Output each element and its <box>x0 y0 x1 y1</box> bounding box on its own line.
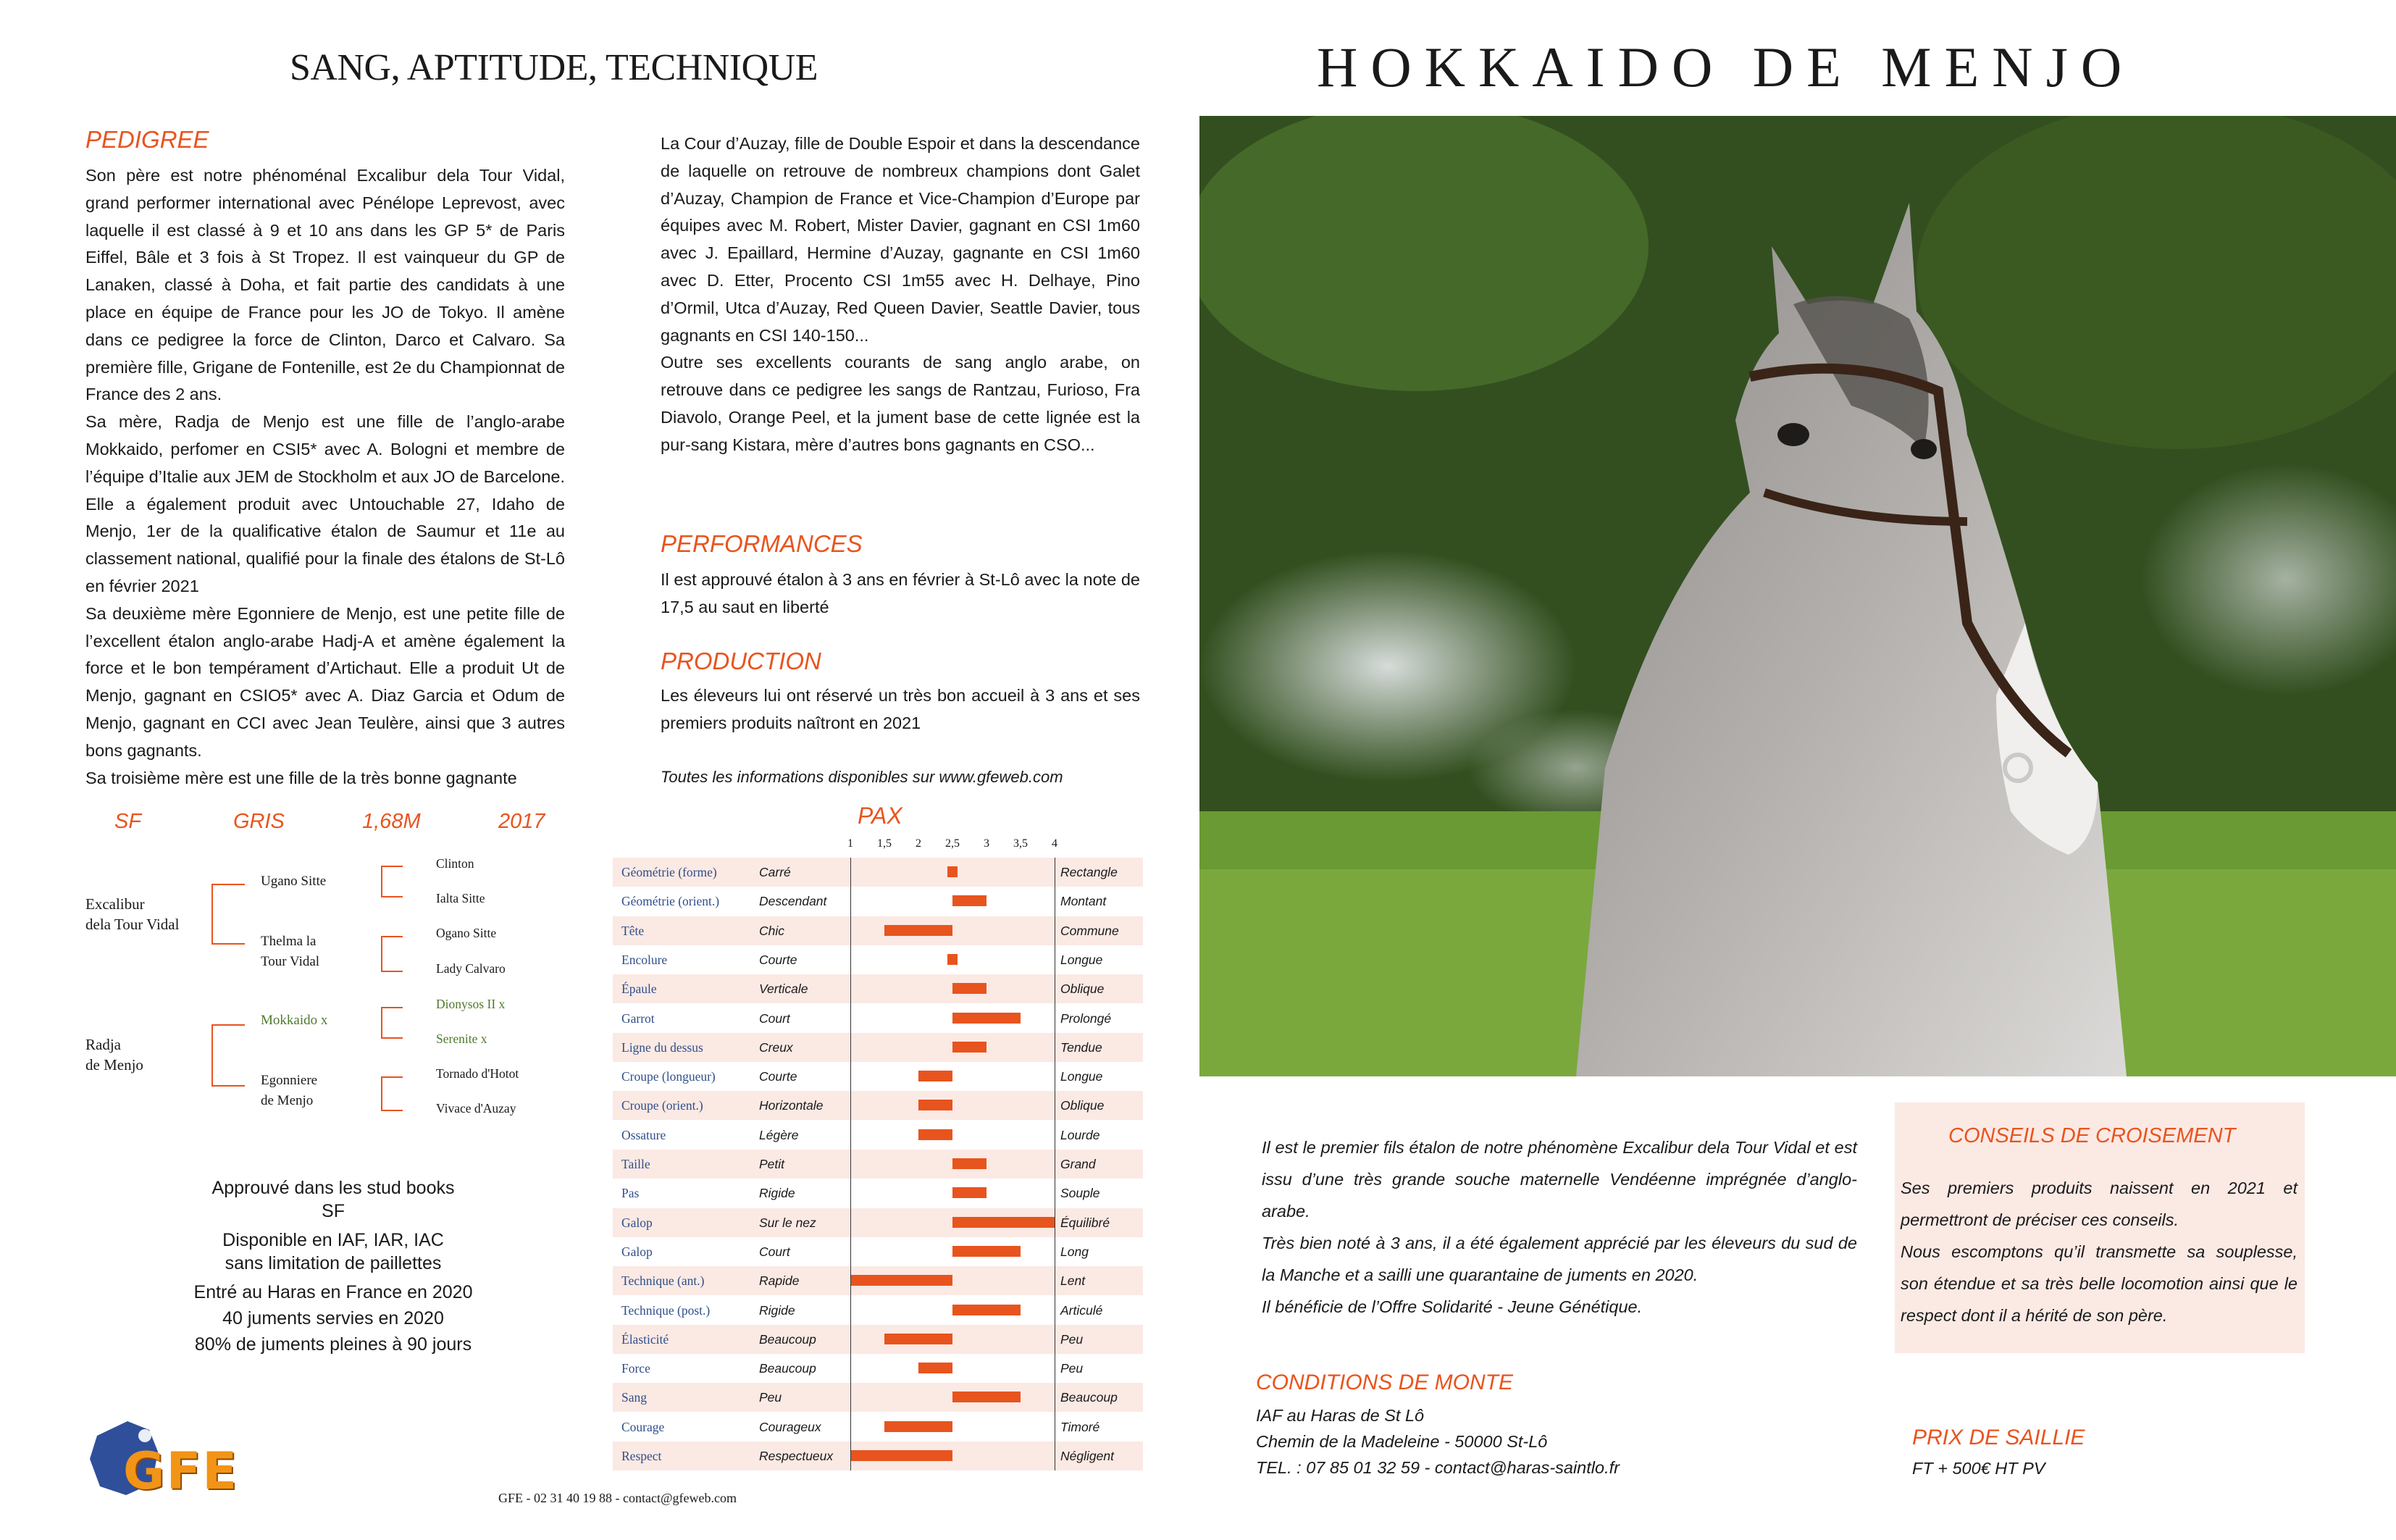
pax-right-label: Peu <box>1060 1331 1084 1347</box>
pedigree-continued-paragraph: Outre ses excellents courants de sang anglo arabe, on retrouve dans ce pedigree les sangs de Rantzau, Furioso, Fra Diavolo, Orange Peel, et la jument base de cette lignée est la pur-sang Kistara, mère d’autres bons gagnants en CSO... <box>661 353 1140 454</box>
pax-tick-label: 3 <box>984 837 989 850</box>
pax-row <box>613 1266 1143 1295</box>
pax-right-label: Souple <box>1060 1186 1100 1201</box>
conseils-title: CONSEILS DE CROISEMENT <box>1948 1124 2236 1147</box>
pax-left-label: Petit <box>759 1157 785 1171</box>
pax-trait-name: Géométrie (orient.) <box>621 894 720 909</box>
pax-bar <box>952 1217 1055 1228</box>
pax-right-label: Grand <box>1060 1157 1096 1171</box>
pax-right-label: Équilibré <box>1060 1215 1110 1230</box>
pax-trait-name: Épaule <box>621 982 657 997</box>
pedigree-g3: Ogano Sitte <box>436 926 497 940</box>
description-paragraph: Très bien noté à 3 ans, il a été également apprécié par les éleveurs du sud de la Manche et a sailli une quarantaine de juments en 2020. <box>1262 1234 1857 1284</box>
pax-row <box>613 887 1143 916</box>
bracket-g3-3 <box>381 1007 403 1039</box>
stud-line: SF <box>322 1201 345 1221</box>
pax-left-label: Chic <box>759 923 785 938</box>
pax-right-label: Longue <box>1060 952 1103 967</box>
trait-year: 2017 <box>498 810 545 833</box>
pax-row <box>613 1004 1143 1033</box>
bracket-sire <box>211 884 245 945</box>
pax-left-label: Sur le nez <box>759 1215 816 1230</box>
pax-right-label: Lent <box>1060 1273 1086 1289</box>
performances-text: Il est approuvé étalon à 3 ans en février à St-Lô avec la note de 17,5 au saut en liberté <box>661 570 1140 616</box>
pedigree-dam-dam: Egonniere de Menjo <box>261 1073 318 1108</box>
conditions-text <box>1256 1402 1620 1481</box>
production-text: Les éleveurs lui ont réservé un très bon accueil à 3 ans et ses premiers produits naîtront en 2021 <box>661 686 1140 732</box>
pax-bar <box>850 1275 952 1286</box>
pax-trait-name: Technique (post.) <box>621 1302 711 1318</box>
pax-right-label: Oblique <box>1060 982 1105 997</box>
conditions-line: Chemin de la Madeleine - 50000 St-Lô <box>1256 1432 1548 1451</box>
pedigree-g3: Lady Calvaro <box>436 961 506 976</box>
conseils-paragraph: Ses premiers produits naissent en 2021 et permettront de préciser ces conseils. <box>1901 1179 2297 1229</box>
pax-bar <box>850 1450 952 1461</box>
pedigree-g3: Dionysos II x <box>436 997 506 1011</box>
pax-tick-label: 1 <box>847 837 853 850</box>
pax-row <box>613 1208 1143 1237</box>
pax-bar <box>947 954 958 965</box>
pax-row <box>613 1237 1143 1266</box>
horse-photo <box>1199 116 2396 1076</box>
pax-row <box>613 1296 1143 1325</box>
conditions-line: TEL. : 07 85 01 32 59 - contact@haras-saintlo.fr <box>1256 1458 1620 1477</box>
pax-left-label: Rigide <box>759 1186 795 1201</box>
stud-line: Entré au Haras en France en 2020 <box>193 1282 473 1302</box>
pax-row <box>613 1441 1143 1470</box>
pax-left-label: Beaucoup <box>759 1361 816 1376</box>
pax-row <box>613 974 1143 1003</box>
pax-bar <box>952 1392 1021 1402</box>
pax-row <box>613 1413 1143 1441</box>
pax-bar <box>952 1042 987 1053</box>
pax-tick-label: 3,5 <box>1013 837 1028 850</box>
pax-left-label: Court <box>759 1010 790 1026</box>
stallion-description <box>1262 1131 1857 1323</box>
pedigree-continued <box>661 130 1140 459</box>
stud-line: Disponible en IAF, IAR, IAC <box>222 1230 444 1250</box>
pax-trait-name: Garrot <box>621 1010 655 1026</box>
pax-left-label: Horizontale <box>759 1098 824 1113</box>
pax-row <box>613 1179 1143 1208</box>
pax-trait-name: Force <box>621 1361 650 1376</box>
description-paragraph: Il bénéficie de l’Offre Solidarité - Jeune Génétique. <box>1262 1297 1643 1316</box>
pax-bar <box>947 866 958 877</box>
pax-tick-label: 2,5 <box>945 837 960 850</box>
pedigree-dam: Radja de Menjo <box>85 1036 143 1074</box>
pax-right-label: Longue <box>1060 1069 1103 1084</box>
pax-row <box>613 858 1143 887</box>
trait-breed: SF <box>114 810 142 833</box>
pax-right-label: Long <box>1060 1244 1089 1259</box>
pax-right-label: Négligent <box>1060 1449 1114 1463</box>
conseils-paragraph: Nous escomptons qu’il transmette sa souplesse, son étendue et sa très belle locomotion ainsi que le respect dont il a hérité de son père. <box>1901 1242 2297 1325</box>
pax-right-label: Oblique <box>1060 1098 1105 1113</box>
pedigree-sire: Excalibur dela Tour Vidal <box>85 895 180 933</box>
pax-axis-line <box>850 858 851 1470</box>
pax-trait-name: Pas <box>621 1186 640 1201</box>
pax-row <box>613 945 1143 974</box>
bracket-g3-2 <box>381 936 403 972</box>
pedigree-paragraph: Son père est notre phénoménal Excalibur dela Tour Vidal, grand performer international avec Pénélope Leprevost, avec laquelle il est classé à 9 et 10 ans dans les GP 5* de Paris Eiffel, Bâle et 3 fois à St Tropez. Il est vainqueur du GP de Lanaken, classé à Doha, et fait partie des candidats à une place en équipe de France pour les JO de Tokyo. Il amène dans ce pedigree la force de Clinton, Darco et Calvaro. Sa première fille, Grigane de Fontenille, est 2e du Championnat de France des 2 ans. <box>85 166 565 404</box>
stud-line: Approuvé dans les stud books <box>211 1178 455 1198</box>
pedigree-dam-sire: Mokkaido x <box>261 1013 328 1028</box>
pedigree-continued-paragraph: La Cour d’Auzay, fille de Double Espoir et dans la descendance de laquelle on retrouve de nombreux champions dont Galet d’Auzay, Champion de France et Vice-Champion d’Europe par équipes avec M. Robert, Mister Davier, gagnant en CSI 1m60 avec J. Epaillard, Hermine d’Auzay, gagnante en CSI 1m60 avec D. Etter, Procento CSI 1m55 avec H. Delhaye, Pino d’Ormil, Utca d’Auzay, Red Queen Davier, Seattle Davier, tous gagnants en CSI 140-150... <box>661 134 1140 345</box>
pax-left-label: Court <box>759 1244 790 1259</box>
conseils-box <box>1895 1102 2305 1353</box>
stud-line: sans limitation de paillettes <box>225 1253 442 1273</box>
pedigree-g3: Ialta Sitte <box>436 891 485 905</box>
pax-left-label: Carré <box>759 865 791 879</box>
pax-row <box>613 1383 1143 1412</box>
pax-bar <box>952 983 987 994</box>
pax-left-label: Rapide <box>759 1273 800 1289</box>
pax-bar <box>884 1334 952 1344</box>
pax-left-label: Peu <box>759 1390 782 1405</box>
pax-trait-name: Croupe (longueur) <box>621 1069 716 1084</box>
pax-bar <box>884 1421 952 1432</box>
pax-trait-name: Élasticité <box>621 1331 669 1347</box>
pax-trait-name: Encolure <box>621 952 668 967</box>
pax-right-label: Rectangle <box>1060 865 1118 879</box>
pax-chart <box>613 837 1143 1475</box>
pax-bar <box>918 1363 952 1373</box>
pax-row <box>613 1091 1143 1120</box>
pax-trait-name: Courage <box>621 1419 665 1434</box>
pax-right-label: Montant <box>1060 894 1107 909</box>
pax-row <box>613 1325 1143 1354</box>
pax-bar <box>918 1071 952 1081</box>
gfe-logo <box>83 1414 256 1501</box>
pax-left-label: Courte <box>759 1069 797 1084</box>
pax-right-label: Articulé <box>1060 1302 1103 1318</box>
pedigree-paragraph: Sa mère, Radja de Menjo est une fille de l’anglo-arabe Mokkaido, perfomer en CSI5* avec A. Bologni et membre de l’équipe d’Italie aux JEM de Stockholm et aux JO de Barcelone. Elle a également produit avec Untouchable 27, Idaho de Menjo, 1er de la qualificative étalon de Saumur et 11e au classement national, qualifié pour la finale des étalons de St-Lô en février 2021 <box>85 412 565 595</box>
pax-rows <box>613 858 1143 1470</box>
pax-row <box>613 1150 1143 1179</box>
pax-trait-name: Respect <box>621 1449 662 1463</box>
pax-bar <box>884 925 952 936</box>
pedigree-g3: Serenite x <box>436 1031 487 1046</box>
bracket-g3-1 <box>381 866 403 897</box>
prix-title: PRIX DE SAILLIE <box>1912 1426 2085 1449</box>
pax-trait-name: Technique (ant.) <box>621 1273 705 1289</box>
pax-left-label: Courageux <box>759 1419 821 1434</box>
pedigree-title: PEDIGREE <box>85 126 209 153</box>
pax-bar <box>952 1187 987 1198</box>
pax-tick-label: 2 <box>916 837 921 850</box>
pax-left-label: Creux <box>759 1039 793 1055</box>
pax-title: PAX <box>858 803 902 829</box>
pax-left-label: Rigide <box>759 1302 795 1318</box>
pax-trait-name: Tête <box>621 923 645 938</box>
pax-trait-name: Ossature <box>621 1127 666 1142</box>
pax-bar <box>952 1158 987 1169</box>
pax-row <box>613 1062 1143 1091</box>
stud-line: 80% de juments pleines à 90 jours <box>194 1334 472 1355</box>
pax-row <box>613 1121 1143 1150</box>
pax-trait-name: Galop <box>621 1244 653 1259</box>
pax-right-label: Prolongé <box>1060 1010 1112 1026</box>
stallion-title: HOKKAIDO DE MENJO <box>1317 35 2135 99</box>
pedigree-text <box>85 162 565 792</box>
section-header: SANG, APTITUDE, TECHNIQUE <box>290 47 818 88</box>
info-line: Toutes les informations disponibles sur www.gfeweb.com <box>661 768 1063 786</box>
pax-bar <box>952 895 987 906</box>
pax-row <box>613 1354 1143 1383</box>
pax-trait-name: Taille <box>621 1157 650 1171</box>
pax-trait-name: Ligne du dessus <box>621 1039 703 1055</box>
conditions-line: IAF au Haras de St Lô <box>1256 1406 1425 1425</box>
pax-row <box>613 916 1143 945</box>
bracket-dam <box>211 1024 245 1087</box>
pax-tick-label: 4 <box>1052 837 1057 850</box>
description-paragraph: Il est le premier fils étalon de notre phénomène Excalibur dela Tour Vidal et est issu d’une très grande souche maternelle Vendéenne imprégnée d’anglo-arabe. <box>1262 1138 1857 1221</box>
pax-tick-label: 1,5 <box>877 837 892 850</box>
pedigree-g3: Vivace d'Auzay <box>436 1101 516 1116</box>
pedigree-sire-dam: Thelma la Tour Vidal <box>261 934 320 969</box>
pax-left-label: Beaucoup <box>759 1331 816 1347</box>
pax-trait-name: Géométrie (forme) <box>621 865 717 879</box>
conditions-title: CONDITIONS DE MONTE <box>1256 1370 1514 1394</box>
pax-bar <box>952 1305 1021 1315</box>
pax-bar <box>952 1246 1021 1257</box>
prix-text: FT + 500€ HT PV <box>1912 1459 2045 1478</box>
trait-color: GRIS <box>233 810 285 833</box>
pax-trait-name: Sang <box>621 1390 647 1405</box>
pax-trait-name: Croupe (orient.) <box>621 1098 703 1113</box>
pax-left-label: Courte <box>759 952 797 967</box>
pax-axis <box>613 837 1143 859</box>
pax-left-label: Verticale <box>759 982 808 997</box>
pedigree-paragraph: Sa troisième mère est une fille de la très bonne gagnante <box>85 768 517 787</box>
pax-right-label: Beaucoup <box>1060 1390 1118 1405</box>
pax-trait-name: Galop <box>621 1215 653 1230</box>
pax-right-label: Commune <box>1060 923 1119 938</box>
pedigree-g3: Clinton <box>436 856 474 871</box>
pax-bar <box>918 1100 952 1110</box>
gfe-logo-text: GFE <box>123 1441 239 1501</box>
footer-contact: GFE - 02 31 40 19 88 - contact@gfeweb.com <box>498 1491 737 1505</box>
pax-left-label: Légère <box>759 1127 799 1142</box>
pax-right-label: Tendue <box>1060 1039 1102 1055</box>
pax-bar <box>952 1013 1021 1024</box>
horse-illustration <box>1199 116 2396 1076</box>
pax-right-label: Peu <box>1060 1361 1084 1376</box>
pax-left-label: Descendant <box>759 894 827 909</box>
pax-right-label: Lourde <box>1060 1127 1100 1142</box>
pax-left-label: Respectueux <box>759 1449 834 1463</box>
performances-title: PERFORMANCES <box>661 530 863 557</box>
bracket-g3-4 <box>381 1076 403 1111</box>
pax-row <box>613 1033 1143 1062</box>
pedigree-paragraph: Sa deuxième mère Egonniere de Menjo, est une petite fille de l’excellent étalon anglo-arabe Hadj-A et amène également la force et le bon tempérament d’Artichaut. Elle a produit Ut de Menjo, gagnant en CSIO5* avec A. Diaz Garcia et Odum de Menjo, gagnant en CCI avec Jean Teulère, ainsi que 3 autres bons gagnants. <box>85 603 565 760</box>
stud-line: 40 juments servies en 2020 <box>222 1308 444 1328</box>
trait-height: 1,68M <box>362 810 421 833</box>
pedigree-sire-sire: Ugano Sitte <box>261 874 327 889</box>
production-title: PRODUCTION <box>661 648 821 674</box>
pax-bar <box>918 1129 952 1140</box>
pedigree-g3: Tornado d'Hotot <box>436 1066 519 1081</box>
pax-right-label: Timoré <box>1060 1419 1100 1434</box>
conseils-text <box>1901 1172 2297 1331</box>
stud-info <box>145 1176 521 1356</box>
